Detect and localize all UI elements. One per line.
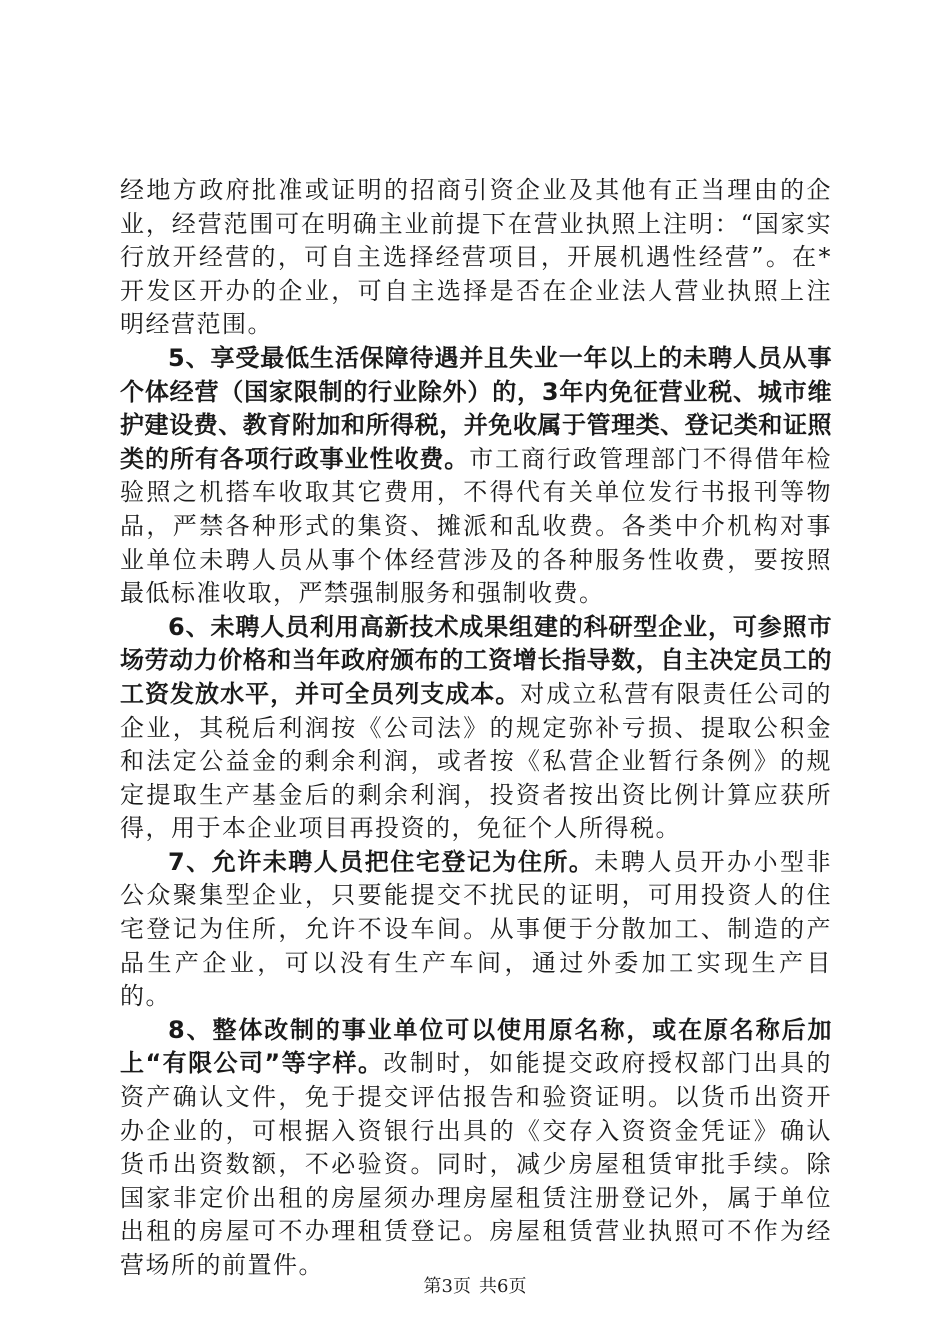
paragraph-text: 经地方政府批准或证明的招商引资企业及其他有正当理由的企业，经营范围可在明确主业前提下在营业执照上注明：“国家实行放开经营的，可自主选择经营项目，开展机遇性经营”。在*开发区开办的企业，可自主选择是否在企业法人营业执照上注明经营范围。 — [120, 176, 832, 339]
paragraph-lead: 7、允许未聘人员把住宅登记为住所。 — [168, 847, 595, 876]
paragraph-item-7 — [120, 846, 832, 1014]
paragraph-lead: 8、整体改制的事业单位可以使用原名称，或在原名称后加上“有限公司”等字样。 — [120, 1015, 832, 1078]
paragraph-continuation — [120, 174, 832, 342]
paragraph-text: 未聘人员开办小型非公众聚集型企业，只要能提交不扰民的证明，可用投资人的住宅登记为住所，允许不设车间。从事便于分散加工、制造的产品生产企业，可以没有生产车间，通过外委加工实现生产目的。 — [120, 847, 833, 1011]
paragraph-text: 对成立私营有限责任公司的企业，其税后利润按《公司法》的规定弥补亏损、提取公积金和法定公益金的剩余利润，或者按《私营企业暂行条例》的规定提取生产基金后的剩余利润，投资者按出资比例计算应获所得，用于本企业项目再投资的，免征个人所得税。 — [120, 679, 832, 843]
paragraph-lead: 5、享受最低生活保障待遇并且失业一年以上的未聘人员从事个体经营（国家限制的行业除外）的，3年内免征营业税、城市维护建设费、教育附加和所得税，并免收属于管理类、登记类和证照类的所有各项行政事业性收费。 — [120, 343, 832, 473]
paragraph-text: 改制时，如能提交政府授权部门出具的资产确认文件，免于提交评估报告和验资证明。以货币出资开办企业的，可根据入资银行出具的《交存入资资金凭证》确认货币出资数额，不必验资。同时，减少房屋租赁审批手续。除国家非定价出租的房屋须办理房屋租赁注册登记外，属于单位出租的房屋可不办理租赁登记。房屋租赁营业执照可不作为经营场所的前置件。 — [120, 1049, 833, 1279]
paragraph-item-8 — [120, 1014, 832, 1283]
document-body — [120, 174, 832, 1283]
paragraph-item-6 — [120, 611, 832, 846]
paragraph-lead: 6、未聘人员利用高新技术成果组建的科研型企业，可参照市场劳动力价格和当年政府颁布的工资增长指导数，自主决定员工的工资发放水平，并可全员列支成本。 — [120, 612, 832, 708]
page-footer — [0, 1272, 950, 1298]
paragraph-text: 市工商行政管理部门不得借年检验照之机搭车收取其它费用，不得代有关单位发行书报刊等物品，严禁各种形式的集资、摊派和乱收费。各类中介机构对事业单位未聘人员从事个体经营涉及的各种服务性收费，要按照最低标准收取，严禁强制服务和强制收费。 — [120, 444, 833, 608]
page-number: 第3页 — [423, 1276, 471, 1297]
page-total: 共6页 — [479, 1276, 527, 1297]
paragraph-item-5 — [120, 342, 832, 611]
